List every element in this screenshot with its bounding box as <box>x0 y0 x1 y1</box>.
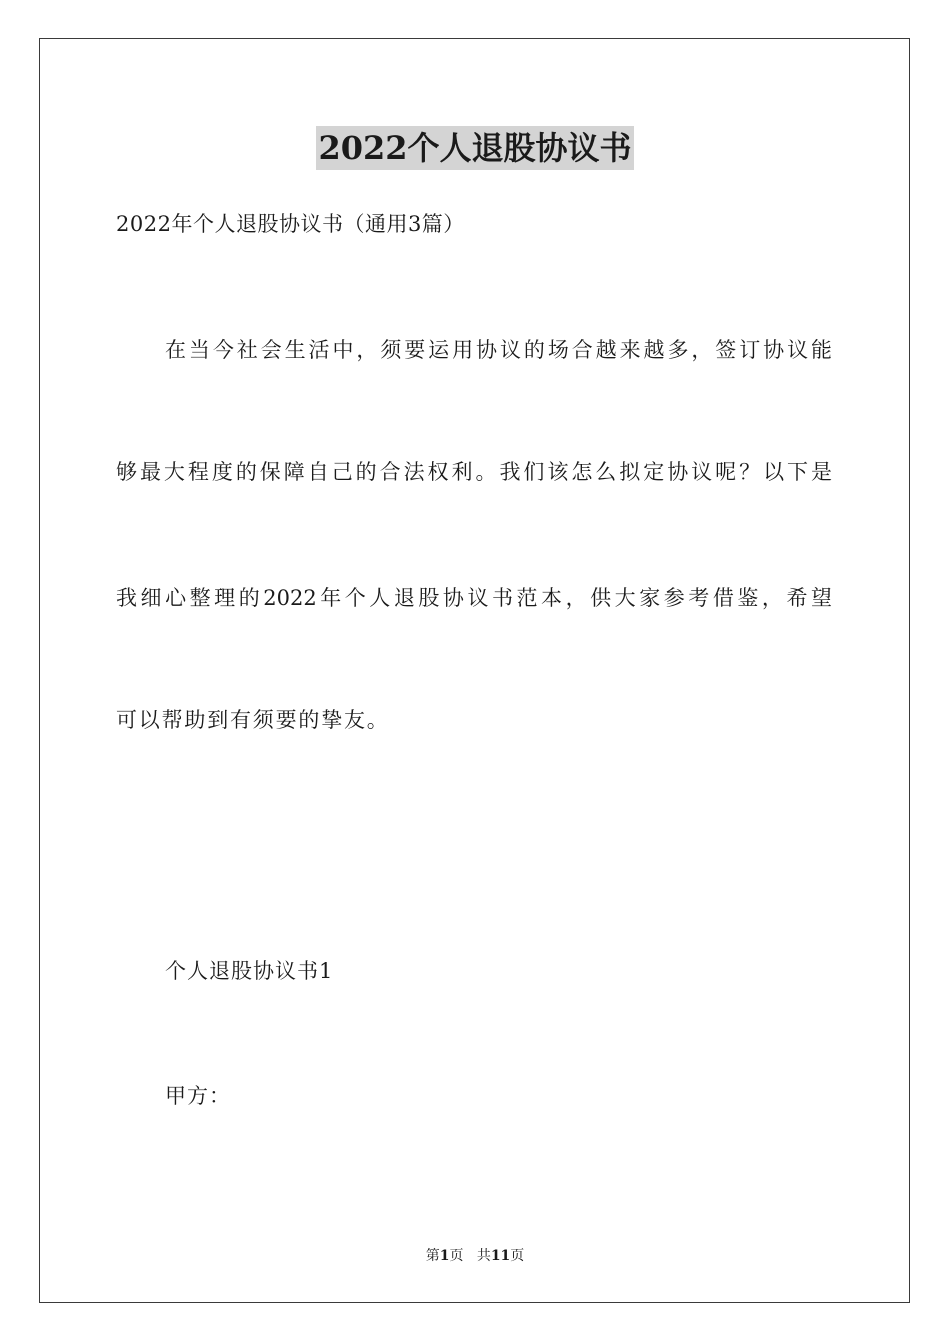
intro-line-2: 够最大程度的保障自己的合法权利。我们该怎么拟定协议呢？以下是 <box>116 460 832 484</box>
intro-line-1: 在当今社会生活中，须要运用协议的场合越来越多，签订协议能 <box>165 338 832 362</box>
footer-page-suffix: 页 <box>449 1248 464 1264</box>
footer-total-prefix: 共 <box>476 1248 491 1264</box>
footer-current-page: 1 <box>439 1248 450 1264</box>
section-heading: 个人退股协议书1 <box>165 959 334 983</box>
intro-line-3: 我细心整理的2022年个人退股协议书范本，供大家参考借鉴，希望 <box>116 586 832 610</box>
document-title: 2022个人退股协议书 <box>316 126 633 170</box>
party-a-label: 甲方： <box>165 1084 231 1108</box>
footer-page-prefix: 第 <box>425 1248 440 1264</box>
footer-total-pages: 11 <box>490 1248 511 1264</box>
document-subtitle: 2022年个人退股协议书（通用3篇） <box>116 212 465 236</box>
footer-total-suffix: 页 <box>510 1248 525 1264</box>
title-container <box>0 126 950 170</box>
intro-line-4: 可以帮助到有须要的挚友。 <box>116 708 390 732</box>
page-footer <box>0 1246 950 1266</box>
